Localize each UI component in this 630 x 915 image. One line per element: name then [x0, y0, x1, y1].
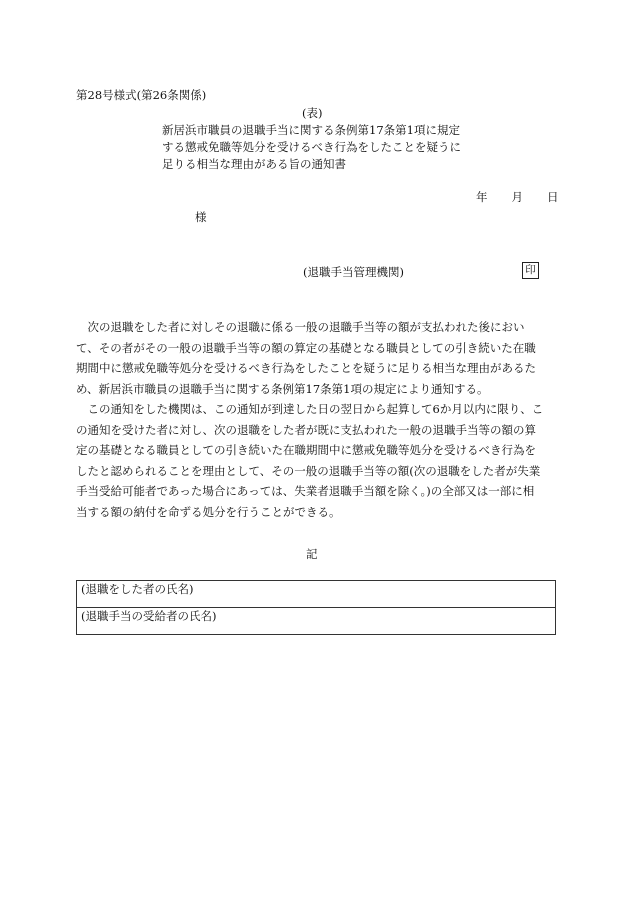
table-row	[77, 581, 556, 608]
paragraph-line: 手当受給可能者であった場合にあっては、失業者退職手当額を除く。)の全部又は一部に相	[76, 484, 535, 498]
date-day: 日	[547, 190, 559, 204]
retiree-info-table	[76, 580, 556, 635]
notice-body	[76, 317, 556, 522]
paragraph-line: 期間中に懲戒免職等処分を受けるべき行為をしたことを疑うに足りる相当な理由があるた	[76, 361, 536, 375]
form-number: 第28号様式(第26条関係)	[76, 88, 207, 102]
paragraph-line: て、その者がその一般の退職手当等の額の算定の基礎となる職員としての引き続いた在職	[76, 340, 536, 355]
title-line: 足りる相当な理由がある旨の通知書	[162, 157, 346, 171]
date-line	[452, 188, 559, 207]
issuing-authority: (退職手当管理機関)	[303, 265, 404, 279]
date-month: 月	[511, 190, 523, 204]
front-label: (表)	[302, 106, 323, 120]
seal-mark: 印	[522, 262, 539, 279]
paragraph-line: 当する額の納付を命ずる処分を行うことができる。	[76, 504, 341, 519]
paragraph-line: め、新居浜市職員の退職手当に関する条例第17条第1項の規定により通知する。	[76, 381, 489, 396]
paragraph-line: この通知をした機関は、この通知が到達した日の翌日から起算して6か月以内に限り、こ	[87, 402, 544, 416]
title-line: 新居浜市職員の退職手当に関する条例第17条第1項に規定	[162, 123, 460, 137]
title-line: する懲戒免職等処分を受けるべき行為をしたことを疑うに	[162, 140, 461, 154]
paragraph-line: の通知を受けた者に対し、次の退職をした者が既に支払われた一般の退職手当等の額の算	[76, 422, 536, 437]
table-row	[77, 608, 556, 635]
ki-heading: 記	[306, 547, 318, 561]
paragraph-line: 定の基礎となる職員としての引き続いた在職期間中に懲戒免職等処分を受けるべき行為を	[76, 443, 536, 457]
paragraph-1	[76, 317, 556, 399]
retiree-name-cell[interactable]: (退職をした者の氏名)	[77, 581, 556, 608]
paragraph-2	[76, 399, 556, 522]
paragraph-line: したと認められることを理由として、その一般の退職手当等の額(次の退職をした者が失業	[76, 463, 541, 478]
beneficiary-name-cell[interactable]: (退職手当の受給者の氏名)	[77, 608, 556, 635]
recipient-honorific: 様	[195, 210, 207, 224]
document-title	[162, 122, 461, 173]
paragraph-line: 次の退職をした者に対しその退職に係る一般の退職手当等の額が支払われた後におい	[87, 320, 525, 334]
date-year: 年	[476, 190, 488, 204]
